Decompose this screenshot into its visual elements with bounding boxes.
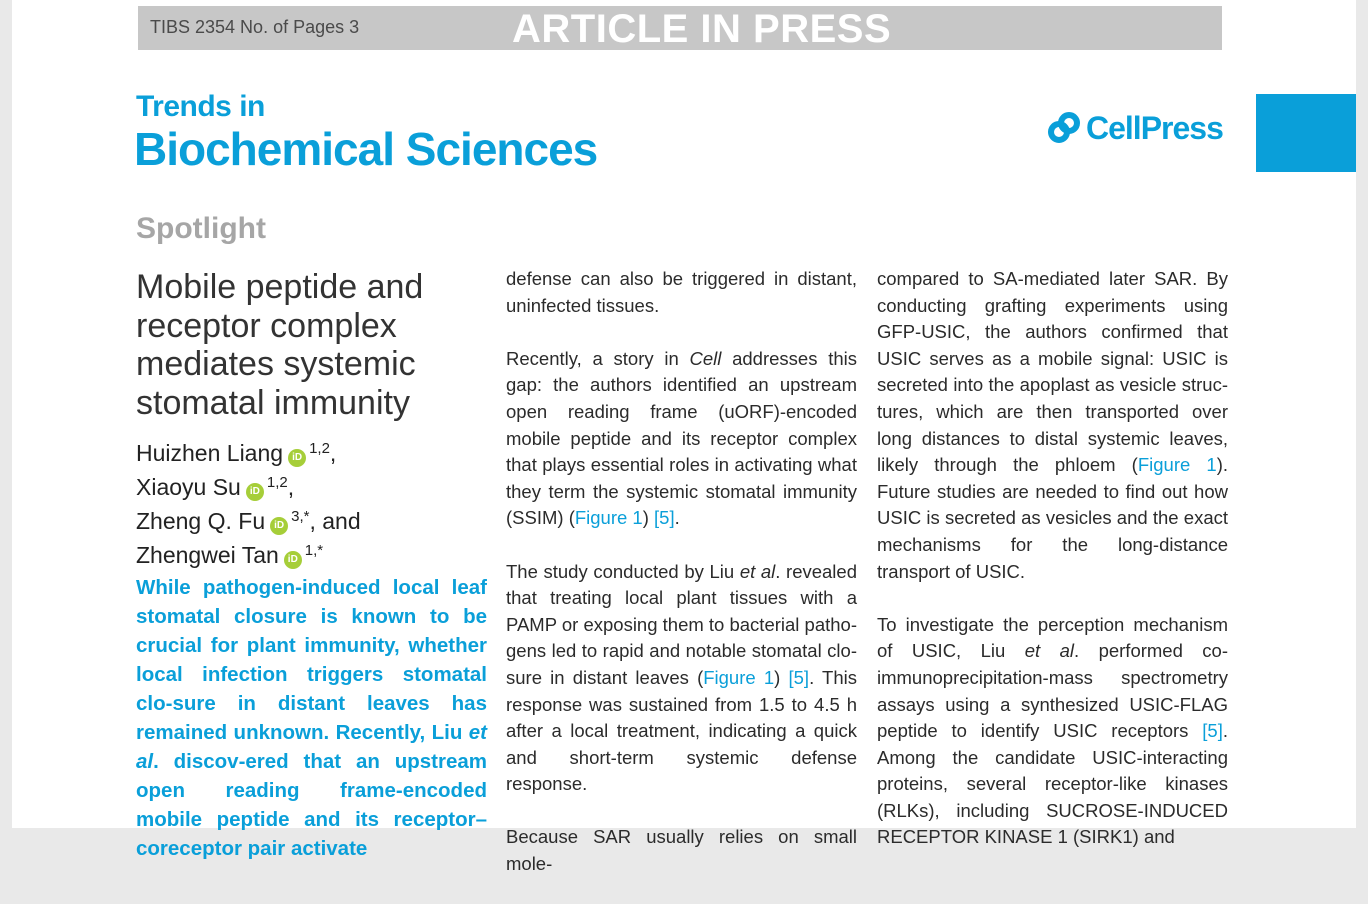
article-page: [12, 0, 1356, 875]
body-column-2: [506, 266, 857, 904]
reference-link[interactable]: [5]: [788, 666, 810, 688]
author-separator: ,: [287, 474, 295, 500]
abstract-text: While pathogen-induced local leaf stomatal closure is known to be crucial for plant immunity, whether local infection triggers stomatal clo-sure in distant leaves has remained unknown. Recently, Liu: [136, 576, 487, 744]
author-item: [136, 434, 486, 468]
author-affiliation: 1,*: [304, 542, 324, 559]
figure-link[interactable]: Figure 1: [1137, 454, 1217, 476]
paragraph: Because SAR usually relies on small mole-: [506, 826, 857, 875]
article-in-press-label: ARTICLE IN PRESS: [512, 7, 892, 51]
author-item: [136, 468, 486, 502]
orcid-icon[interactable]: iD: [246, 483, 264, 501]
author-name[interactable]: Huizhen Liang: [136, 440, 284, 466]
paragraph: Recently, a story in Cell addresses this gap: the authors identified an upstream open reading frame (uORF)-encoded mobile peptide and its receptor complex that plays essential roles in activating what they term the systemic stomatal immunity (SSIM) (Figure 1) [5].: [506, 347, 857, 529]
journal-color-tab: [1256, 94, 1356, 172]
author-name[interactable]: Zheng Q. Fu: [136, 508, 266, 534]
orcid-icon[interactable]: iD: [270, 517, 288, 535]
body-column-3: [877, 266, 1228, 878]
author-list: [136, 434, 486, 570]
author-name[interactable]: Xiaoyu Su: [136, 474, 241, 500]
article-in-press-banner: [138, 6, 1222, 50]
author-affiliation: 1,2: [266, 474, 288, 491]
manuscript-info: TIBS 2354 No. of Pages 3: [150, 17, 360, 37]
author-separator: ,: [329, 440, 337, 466]
author-item: [136, 536, 486, 570]
abstract: [136, 573, 487, 863]
cellpress-wordmark: CellPress: [1086, 109, 1223, 146]
paragraph: compared to SA-mediated later SAR. By conducting grafting experiments using GFP-USIC, the authors confirmed that USIC serves as a mobile signal: USIC is secreted into the apoplast as vesicle struc-tures, which are then transported over long distances to distal systemic leaves, likely through the phloem (Figure 1). Future studies are needed to find out how USIC is secreted as vesicles and the exact mechanisms for the long-distance transport of USIC.: [877, 268, 1228, 582]
abstract-text-cont: . discov-ered that an upstream open reading frame-encoded mobile peptide and its receptor–coreceptor pair activate: [136, 750, 487, 860]
author-affiliation: 3,*: [291, 508, 310, 525]
figure-link[interactable]: Figure 1: [703, 666, 775, 688]
cellpress-logo-icon: [1046, 110, 1082, 146]
orcid-icon[interactable]: iD: [288, 449, 306, 467]
paragraph: defense can also be triggered in distant, uninfected tissues.: [506, 268, 857, 316]
author-affiliation: 1,2: [309, 440, 330, 457]
paragraph: To investigate the perception mechanism of USIC, Liu et al. performed co-immunoprecipitation-mass spectrometry assays using a synthesized USIC-FLAG peptide to identify USIC receptors [5]. Among the candidate USIC-interacting proteins, several receptor-like kinases (RLKs), including SUCROSE-INDUCED RECEPTOR KINASE 1 (SIRK1) and: [877, 613, 1229, 848]
article-title: Mobile peptide and receptor complex mediates systemic stomatal immunity: [136, 268, 424, 422]
paragraph: The study conducted by Liu et al. revealed that treating local plant tissues with a PAMP or exposing them to bacterial patho-gens led to rapid and notable stomatal clo-sure in distant leaves (Figure 1) [5]. This response was sustained from 1.5 to 4.5 h after a local treatment, indicating a quick and short-term systemic defense response.: [506, 560, 858, 795]
author-item: [136, 502, 486, 536]
author-separator: , and: [309, 508, 361, 534]
figure-link[interactable]: Figure 1: [574, 507, 643, 529]
abstract-etal: et al: [136, 721, 487, 773]
reference-link[interactable]: [5]: [1202, 720, 1223, 742]
author-name[interactable]: Zhengwei Tan: [136, 542, 279, 568]
journal-title-line1: Trends in: [136, 90, 265, 123]
cellpress-logo: [1046, 108, 1223, 148]
reference-link[interactable]: [5]: [654, 507, 675, 529]
orcid-icon[interactable]: iD: [284, 551, 302, 569]
journal-title-line2: Biochemical Sciences: [134, 123, 598, 175]
section-label: Spotlight: [136, 212, 266, 245]
